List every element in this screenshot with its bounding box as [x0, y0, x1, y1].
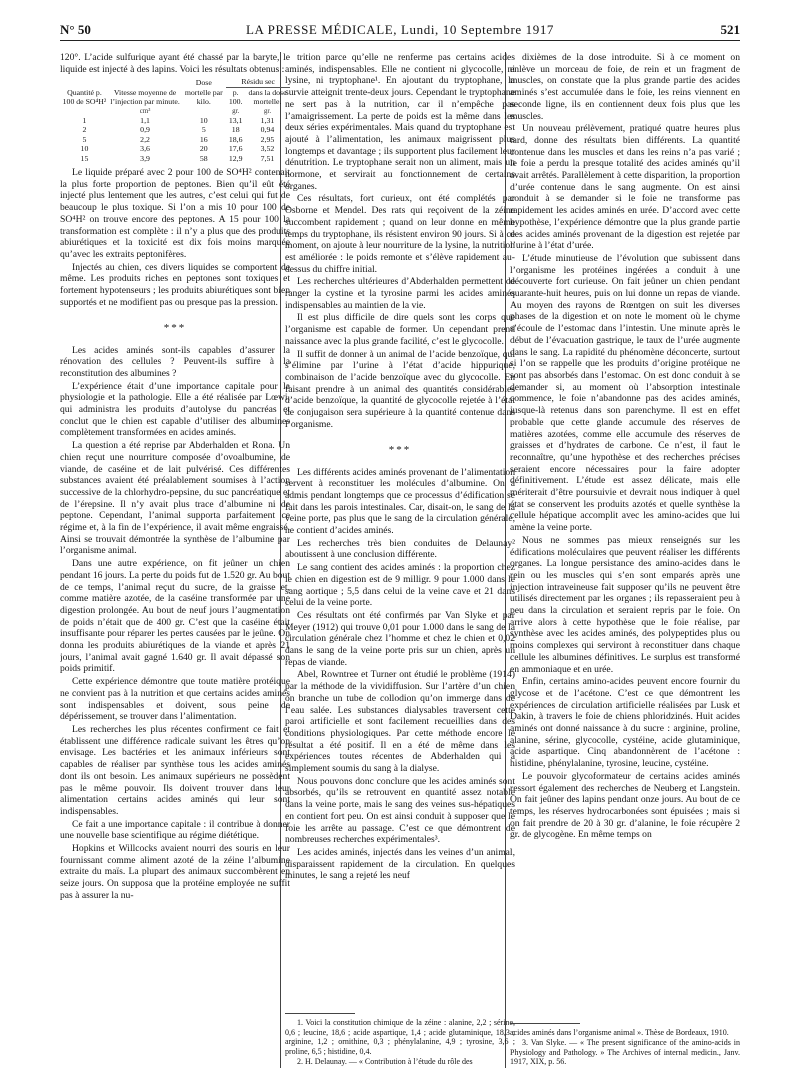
paragraph: dixièmes de la dose introduite. Si à ce moment on enlève un morceau de foie, de rein et un fragment de muscles, on constate que la plus grande partie des acides aminés s’est accumulée dans le foie, les reins viennent en seconde ligne, ils en contiennent deux fois plus que les muscles.	[510, 52, 740, 122]
separator-stars: ***	[163, 321, 187, 334]
table-cell: 58	[199, 153, 208, 163]
paragraph: Il suffit de donner à un animal de l’acide benzoïque, qui s’élimine par l’urine à l’état d’acide hippurique, combinaison de l’acide benzoïque avec du glycocolle. En faisant prendre à un animal des quantités considérables d’acide benzoïque, la quantité de glycocolle rejetée à l’état de conjugaison sera supérieure à la quantité contenue dans l’organisme.	[285, 348, 515, 430]
col3-footnotes	[510, 1028, 740, 1067]
col1-paragraphs	[60, 167, 290, 308]
table-cell: 1,31	[260, 116, 275, 126]
paragraph: La question a été reprise par Abderhalden et Rona. Un chien reçut une nourriture composée d’ovoalbumine, de viande, de caséine et de lait pulvérisé. Ces différentes substances avaient été préalablement soumises à l’action successive de la chlorhydro-pepsine, du suc pancréatique et de l’érepsine. Il n’y avait plus trace d’albumine ni de peptone. Cependant, l’animal supporta parfaitement ce régime et, à la fin de l’expérience, il avait même engraissé. Ainsi se trouvait démontrée la synthèse de l’albumine par l’organisme animal.	[60, 440, 290, 557]
paragraph: trition parce qu’elle ne renferme pas certains acides aminés, indispensables. Elle ne contient ni glycocolle, ni lysine, ni tryptophane¹. En ajoutant du tryptophane, la survie atteignit trente-deux jours. Cependant le tryptophane ne sert pas à la nutrition, car il n’empêche pas l’amaigrissement. La perte de poids est la même dans les deux séries expérimentales. Mais quand du tryptophane est ajouté à l’alimentation, les animaux maigrissent plus longtemps et davantage ; ils supportent plus facilement leur dénutrition. Le tryptophane serait non un aliment, mais un hormone, et servirait au fonctionnement de certains organes.	[285, 52, 515, 192]
column-3	[510, 52, 740, 1068]
table-cell: 5	[82, 134, 87, 144]
table-units-row: cm³ gr. gr.	[139, 106, 272, 115]
table-row	[60, 125, 290, 134]
paragraph: Le liquide préparé avec 2 pour 100 de SO⁴H² contenait la plus forte proportion de peptones. Bien qu’il eût été injecté plus lentement que les autres, c’est celui qui fut de beaucoup le plus toxique. Si l’on a mis 10 pour 100 de SO⁴H² on trouve encore des peptones. A 15 pour 100 la transformation est complète : il n’y a plus que des produits abiurétiques et la toxicité est dix fois moins marquée qu’avec les extraits peptonifères.	[60, 167, 290, 260]
col2-paragraphs-2	[285, 467, 515, 883]
table-cell: 3,6	[140, 144, 150, 154]
table-row	[60, 144, 290, 153]
table-row	[60, 116, 290, 125]
table-header: Quantité p. 100 de SO⁴H²	[62, 87, 107, 107]
paragraph: Les acides aminés, injectés dans les veines d’un animal, disparaissent rapidement de la circulation. En quelques minutes, le sang a rejeté les neuf	[285, 847, 515, 882]
table-header: dans la dose mortelle.	[248, 87, 287, 107]
footnote: 3. Van Slyke. — « The present significance of the amino-acids in Physiology and Pathology. » The Archives of internal medicin., Janv. 1917, XIX, p. 56.	[510, 1038, 740, 1067]
table-cell: 0,94	[260, 125, 275, 135]
footnote: 1. Voici la constitution chimique de la zéine : alanine, 2,2 ; sérine, 0,6 ; leucine, 18,6 ; acide aspartique, 1,4 ; acide glutaminique, 18,3 ; arginine, 1,2 ; ornithine, 0,3 ; phénylalanine, 4,9 ; tyrosine, 3,6 ; proline, 6,5 ; histidine, 0,4.	[285, 1018, 515, 1056]
running-header	[60, 22, 740, 41]
paragraph: Les recherches très bien conduites de Delaunay² aboutissent à une conclusion différente.	[285, 537, 515, 561]
section-separator	[60, 323, 290, 333]
col2-paragraphs	[285, 52, 515, 431]
paragraph: Injectés au chien, ces divers liquides se comportent de même. Les produits riches en peptones sont toxiques et fortement hypotenseurs ; les produits abiurétiques sont bien supportés et ne modifient pas ou presque pas la pression.	[60, 261, 290, 308]
table-cell: 18,6	[228, 134, 243, 144]
paragraph: Dans une autre expérience, on fit jeûner un chien pendant 16 jours. La perte du poids fut de 1.520 gr. Au bout de ce temps, l’animal reçut du sucre, de la graisse et, comme matière azotée, de la caséine transformée par une digestion prolongée. Au bout de neuf jours l’augmentation de poids n’était que de 400 gr. C’est que la caséine était insuffisante pour réparer les pertes causées par le jeûne. On donna les produits abiurétiques de la viande et après 21 jours, l’animal avait gagné 1.640 gr. Il avait dépassé son poids primitif.	[60, 558, 290, 675]
table-cell: 3,52	[260, 144, 275, 154]
paragraph: Le sang contient des acides aminés : la proportion chez le chien en digestion est de 9 milligr. 9 pour 1.000 dans le sang aortique ; 5,5 dans celui de la veine cave et 21 dans celui de la veine porte.	[285, 562, 515, 609]
table-cell: 3,9	[140, 153, 150, 163]
paragraph: Abel, Rowntree et Turner ont étudié le problème (1914) par la méthode de la vividiffusion. Sur l’artère d’un chien on branche un tube de collodion qu’on immerge dans de l’eau salée. Les substances dialysables traversent cette paroi artificielle et sont facilement recueillies dans des conditions physiologiques. Par cette méthode encore le résultat a été positif. Il en a été de même dans les expériences toutes récentes de Abderhalden qui a simplement soumis du sang à la dialyse.	[285, 669, 515, 775]
paragraph: Ces résultats ont été confirmés par Van Slyke et par Meyer (1912) qui trouve 0,01 pour 1.000 dans le sang de la circulation générale chez l’homme et chez le chien et 0,02 dans le sang de la veine porte pris sur un chien, après un repas de viande.	[285, 609, 515, 668]
table-cell: 15	[80, 153, 89, 163]
table-header: Résidu sec	[226, 77, 290, 87]
table-cell: 2,95	[260, 134, 275, 144]
table-body	[60, 116, 290, 163]
table-cell: 0,9	[140, 125, 150, 135]
paragraph: Ces résultats, fort curieux, ont été complétés par Osborne et Mendel. Des rats qui reçoivent de la zéine succombent rapidement ; quand on leur donne en même temps du tryptophane, ils résistent environ 90 jours. Si à ce moment, on ajoute à leur nourriture de la lysine, la nutrition est améliorée : le poids remonte et s’élève rapidement au-dessus du chiffre initial.	[285, 193, 515, 275]
table-cell: 16	[199, 134, 208, 144]
footnote-rule	[285, 1013, 355, 1014]
paragraph: Les acides aminés sont-ils capables d’assurer la rénovation des cellules ? Peuvent-ils suffire à la reconstitution des albumines ?	[60, 344, 290, 379]
table-cell: 10	[199, 116, 208, 126]
table-cell: 13,1	[228, 116, 243, 126]
table-cell: 20	[199, 144, 208, 154]
journal-title: LA PRESSE MÉDICALE, Lundi, 10 Septembre 1917	[245, 22, 555, 37]
footnote: 2. H. Delaunay. — « Contribution à l’étude du rôle des	[297, 1057, 473, 1067]
paragraph: Cette expérience démontre que toute matière protéique ne convient pas à la nutrition et que certains acides aminés sont indispensables et doivent, sous peine de dépérissement, se trouver dans l’alimentation.	[60, 676, 290, 723]
table-cell: 18	[231, 125, 240, 135]
paragraph: Les recherches ultérieures d’Abderhalden permettent de ranger la cystine et la tyrosine parmi les acides aminés indispensables au maintien de la vie.	[285, 276, 515, 311]
table-cell: 17,6	[228, 144, 243, 154]
col1-paragraphs-2	[60, 345, 290, 902]
paragraph: Un nouveau prélèvement, pratiqué quatre heures plus tard, donne des résultats bien différents. La quantité contenue dans les muscles et dans les reins n’a pas varié ; le foie a perdu la presque totalité des acides aminés qu’il avait arrêtés. Parallèlement à cette disparition, la proportion d’urée contenue dans le sang augmente. On est ainsi conduit à se demander si le foie ne transforme pas rapidement les acides aminés en urée. D’accord avec cette hypothèse, l’expérience démontre que la plus grande partie des acides aminés provenant de la digestion est rejetée par l’urine à l’état d’urée.	[510, 123, 740, 252]
table-row	[60, 154, 290, 163]
intro-paragraph: 120°. L’acide sulfurique ayant été chassé par la baryte, le liquide est injecté à des lapins. Voici les résultats obtenus :	[60, 52, 290, 75]
paragraph: Le pouvoir glycoformateur de certains acides aminés ressort également des recherches de Neuberg et Langstein. On fait jeûner des lapins pendant onze jours. Au bout de ce temps, les réserves hydrocarbonées sont épuisées ; mais si on fait prendre de 20 à 30 gr. d’alanine, le foie récupère 2 gr. de glycogène. En même temps on	[510, 770, 740, 841]
section-separator	[285, 445, 515, 455]
table-cell: 7,51	[260, 153, 275, 163]
paragraph: Ce fait a une importance capitale : il contribue à donner une nouvelle base scientifique au régime diététique.	[60, 818, 290, 842]
table-cell: 1	[82, 116, 87, 126]
table-cell: 1,1	[140, 116, 150, 126]
table-cell: 2,2	[140, 134, 150, 144]
table-cell: 5	[201, 125, 206, 135]
table-header: Dose mortelle par kilo.	[184, 78, 223, 107]
col2-footnotes	[285, 1018, 515, 1067]
paragraph: Hopkins et Willcocks avaient nourri des souris en leur fournissant comme aliment azoté de la zéine l’albumine extraite du maïs. La plupart des animaux succombèrent en seize jours. On supposa que la protéine employée ne suffit pas à assurer la nu-	[60, 843, 290, 901]
footnote: acides aminés dans l’organisme animal ». Thèse de Bordeaux, 1910.	[510, 1027, 729, 1037]
table-cell: 10	[80, 144, 89, 154]
paragraph: L’étude minutieuse de l’évolution que subissent dans l’organisme les protéines ingérées a conduit à une découverte fort curieuse. On fait jeûner un chien pendant quarante-huit heures, puis on lui donne un repas de viande. Au moyen des rayons de Rœntgen on suit les diverses phases de la digestion et on note le moment où le chyme s’écoule de l’estomac dans l’intestin. Une minute après le début de l’évacuation gastrique, le taux de l’urée augmente dans le sang. La rapidité du phénomène déconcerte, surtout si l’on se rappelle que les produits d’origine protéique ne sont pas absorbés dans l’estomac. On est donc conduit à se demander si, au moment où l’absorption intestinale commence, le foie n’abandonne pas des acides aminés, jusque-là retenus dans son parenchyme. Il est en effet probable que cette glande accumule des réserves de matières azotées, comme elle accumule des réserves de graisses et d’hydrates de carbone. Ce n’est, il faut le reconnaître, qu’une hypothèse et des recherches précises seraient encore nécessaires pour la faire adopter définitivement. L’étude est assez délicate, mais elle mériterait d’être poursuivie et devrait nous indiquer à quel état se conservent les produits azotés et quelle synthèse la cellule hépatique accomplit avec les amino-acides que lui amène la veine porte.	[510, 252, 740, 534]
issue-number: N° 50	[60, 22, 91, 37]
column-1	[60, 52, 290, 1068]
column-2	[285, 52, 515, 1068]
col3-paragraphs	[510, 52, 740, 842]
paragraph: Nous ne sommes pas mieux renseignés sur les édifications moléculaires que peuvent réaliser les différents organes. La longue persistance des amino-acides dans le rein ou les muscles qui s’en sont emparés après une injection intraveineuse fait supposer qu’ils ne peuvent être utilisés directement par les organes ; ils repasseraient peu à peu dans la circulation et seraient repris par le foie. On arrive alors à cette hypothèse que le foie réalise, par synthèse avec les acides aminés, des polypeptides plus ou moins complexes qui serviront à reconstituer dans chaque cellule les albumines définitives. Le surplus est transformé en ammoniaque et en urée.	[510, 534, 740, 675]
table-row	[60, 135, 290, 144]
page-number: 521	[720, 22, 740, 37]
paragraph: L’expérience était d’une importance capitale pour la physiologie et la pathologie. Elle a été réalisée par Lœwi, qui administra les produits d’autolyse du pancréas et conclut que le chien est capable d’utiliser des albumines complètement transformées en acides aminés.	[60, 380, 290, 439]
toxicity-table	[60, 77, 290, 163]
paragraph: Les différents acides aminés provenant de l’alimentation servent à reconstituer les molécules d’albumine. On a admis pendant longtemps que ce processus d’édification se fait dans les parois intestinales. Car, disait-on, le sang de la veine porte, pas plus que le sang de la circulation générale, ne contient d’acides aminés.	[285, 466, 515, 537]
footnote-rule	[510, 1023, 580, 1024]
table-header: Vitesse moyenne de l’injection par minute.	[110, 87, 180, 107]
table-cell: 2	[82, 125, 87, 135]
separator-stars: ***	[388, 443, 412, 456]
paragraph: Les recherches les plus récentes confirment ce fait et établissent une différence radicale suivant les êtres qu’on envisage. Les bactéries et les animaux inférieurs sont capables de réaliser par synthèse tous les acides aminés dont ils ont besoin. Les animaux supérieurs ne possèdent pas le même pouvoir. Ils doivent trouver dans leur alimentation certains acides aminés qui leur sont indispensables.	[60, 724, 290, 817]
table-cell: 12,9	[228, 153, 243, 163]
paragraph: Nous pouvons donc conclure que les acides aminés sont absorbés, qu’ils se retrouvent en quantité assez notable dans la veine porte, mais le sang des veines sus-hépatiques en contient fort peu. On est ainsi conduit à supposer que le foie les arrête au passage. C’est ce que démontrent de nombreuses recherches expérimentales³.	[285, 775, 515, 846]
paragraph: Il est plus difficile de dire quels sont les corps que l’organisme est capable de former. Un cependant prend naissance avec la plus grande facilité, c’est le glycocolle.	[285, 312, 515, 347]
paragraph: Enfin, certains amino-acides peuvent encore fournir du glycose et de l’acétone. C’est ce que démontrent les expériences de circulation artificielle réalisées par Lusk et Dakin, à travers le foie de chiens phloridzinés. Huit acides aminés ont donné naissance à du sucre : arginine, proline, alanine, sérine, glycocolle, cystéine, acide glutaminique, acide aspartique. Cinq abandonnèrent de l’acétone : histidine, phénylalanine, tyrosine, leucine, cystéine.	[510, 676, 740, 770]
table-header: p. 100.	[228, 87, 243, 107]
